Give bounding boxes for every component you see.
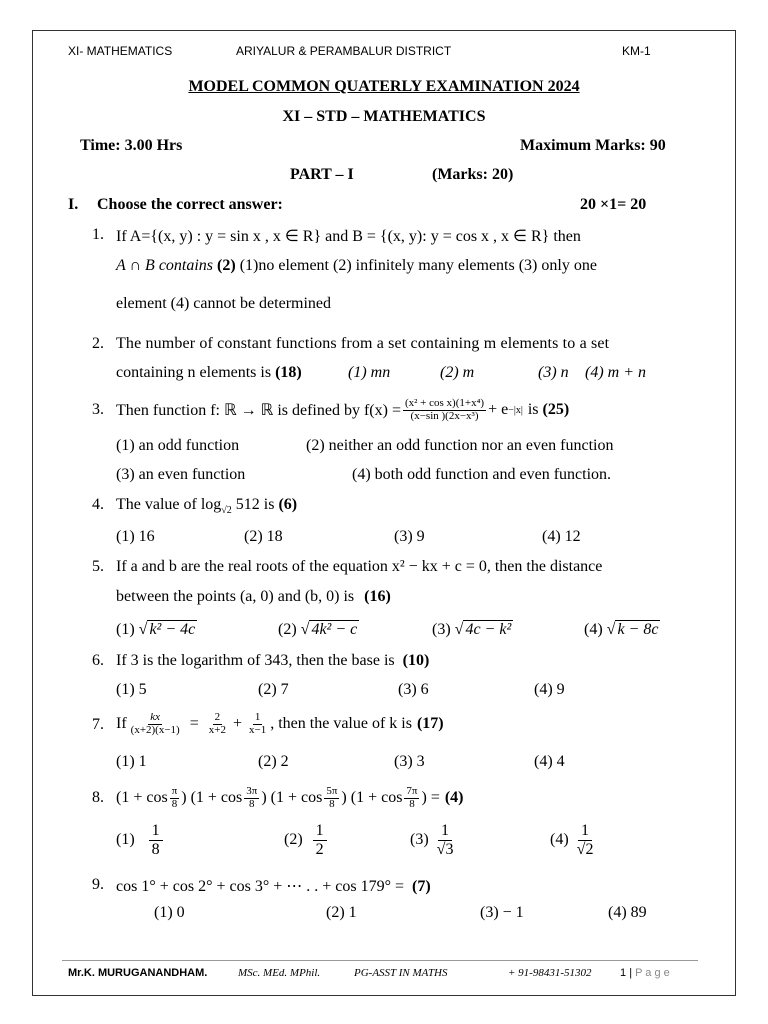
- q6-option-3: (3) 6: [398, 681, 429, 698]
- header-subject: XI- MATHEMATICS: [68, 44, 173, 58]
- q2-line2: [116, 364, 302, 382]
- q7-plus: +: [232, 715, 242, 732]
- q2-line1: The number of constant functions from a set containing m elements to a set: [116, 335, 610, 352]
- exam-title: MODEL COMMON QUATERLY EXAMINATION 2024: [188, 78, 580, 95]
- q5-opt1-label: (1): [116, 621, 135, 638]
- q8-opt3-frac: [437, 822, 454, 858]
- q3-option-4: (4) both odd function and even function.: [352, 466, 612, 483]
- q6-text: If 3 is the logarithm of 343, then the base is: [116, 652, 395, 669]
- q5-opt3-label: (3): [432, 621, 451, 638]
- footer-page-label: P a g e: [635, 967, 670, 979]
- q5-line2: [116, 588, 391, 606]
- q7-f2-num: 2: [214, 710, 221, 723]
- q8-f3-den: 8: [329, 797, 335, 810]
- footer-page-number: 1: [620, 967, 627, 979]
- q5-option-1: (1) √ k² − 4c: [116, 621, 196, 638]
- q4-lead: The value of log: [116, 496, 222, 513]
- q4-line1: [116, 496, 297, 516]
- q5-option-2: (2) √ 4k² − c: [278, 621, 358, 638]
- q8-f3-num: 5π: [326, 784, 338, 797]
- q8-f4-den: 8: [409, 797, 415, 810]
- q8-t3-pre: ) (1 + cos: [261, 789, 323, 806]
- header-district: ARIYALUR & PERAMBALUR DISTRICT: [236, 44, 452, 58]
- q7-option-1: (1) 1: [116, 753, 147, 770]
- q6-answer: (10): [402, 652, 430, 669]
- section-number: I.: [68, 196, 79, 213]
- q8-opt1-label: (1): [116, 831, 135, 849]
- q8-f2-num: 3π: [246, 784, 258, 797]
- q7-frac3: [247, 712, 268, 736]
- q7-frac1: [129, 712, 182, 736]
- q8-option-1: [116, 822, 163, 858]
- q7-option-2: (2) 2: [258, 753, 289, 770]
- q7-line1: [116, 708, 444, 740]
- q3-frac-num: (x² + cos x)(1+x⁴): [404, 396, 485, 409]
- q2-option-3: (3) n: [538, 364, 569, 381]
- q8-number: 8.: [92, 789, 104, 806]
- q7-frac2: [207, 712, 228, 736]
- q8-opt2-den: 2: [315, 840, 324, 858]
- q3-option-1: (1) an odd function: [116, 437, 240, 454]
- q8-opt3-den: √3: [436, 840, 454, 858]
- q9-option-4: (4) 89: [608, 904, 647, 921]
- q2-answer: (18): [275, 364, 302, 381]
- q8-option-3: [410, 822, 453, 858]
- q8-answer: (4): [444, 789, 464, 806]
- q3-line1: [116, 394, 569, 426]
- q7-number: 7.: [92, 716, 104, 733]
- q4-option-4: (4) 12: [542, 528, 581, 545]
- q8-opt2-num: 1: [313, 822, 327, 841]
- q8-opt1-den: 8: [151, 840, 160, 858]
- q8-option-4: [550, 822, 593, 858]
- q4-number: 4.: [92, 496, 104, 513]
- q8-opt4-frac: [577, 822, 594, 858]
- q7-option-4: (4) 4: [534, 753, 565, 770]
- q4-option-2: (2) 18: [244, 528, 283, 545]
- q9-line1: [116, 876, 431, 896]
- q9-text: cos 1° + cos 2° + cos 3° + ⋯ . . + cos 179° =: [116, 878, 405, 895]
- q8-frac1: [170, 786, 180, 810]
- q1-line1: If A={(x, y) : y = sin x , x ∈ R} and B = {(x, y): y = cos x , x ∈ R} then: [116, 228, 581, 245]
- q8-opt4-num: 1: [578, 822, 592, 841]
- q8-opt4-label: (4): [550, 831, 569, 849]
- q3-fraction: [403, 398, 486, 422]
- q8-opt1-num: 1: [149, 822, 163, 841]
- q8-t4-pre: ) (1 + cos: [341, 789, 403, 806]
- footer-post: PG-ASST IN MATHS: [354, 967, 448, 979]
- q1-answer: (2): [217, 257, 236, 274]
- q2-option-1: (1) mn: [348, 364, 391, 381]
- q3-is: is: [527, 401, 539, 418]
- q7-lead: If: [116, 715, 127, 732]
- q8-line1: [116, 782, 464, 814]
- q3-option-2: (2) neither an odd function nor an even function: [306, 437, 614, 454]
- q3-number: 3.: [92, 401, 104, 418]
- q3-frac-den: (x−sin )(2x−x³): [410, 409, 479, 422]
- q7-f1-den: (x+2)(x−1): [130, 723, 180, 736]
- q3-lead: Then function f: ℝ → ℝ is defined by f(x) =: [116, 402, 401, 419]
- q3-exp: −|x|: [508, 404, 523, 416]
- q2-option-4: (4) m + n: [585, 364, 647, 381]
- q1-number: 1.: [92, 226, 104, 243]
- q8-option-2: [284, 822, 327, 858]
- q9-option-3: (3) − 1: [480, 904, 524, 921]
- q1-line3: element (4) cannot be determined: [116, 295, 332, 312]
- header-code: KM-1: [622, 44, 651, 58]
- q8-close: ) =: [421, 789, 440, 806]
- section-title: Choose the correct answer:: [97, 196, 283, 213]
- q4-answer: (6): [278, 496, 298, 513]
- q8-f1-den: 8: [171, 797, 178, 810]
- q7-eq: =: [189, 715, 199, 732]
- q8-f1-num: π: [171, 784, 178, 797]
- q2-option-2: (2) m: [440, 364, 475, 381]
- q5-number: 5.: [92, 558, 104, 575]
- q5-opt3-radicand: 4c − k²: [465, 621, 512, 638]
- q5-answer: (16): [364, 588, 391, 605]
- q4-option-3: (3) 9: [394, 528, 425, 545]
- q2-text: containing n elements is: [116, 364, 272, 381]
- q9-option-2: (2) 1: [326, 904, 357, 921]
- q5-line1: If a and b are the real roots of the equation x² − kx + c = 0, then the distance: [116, 558, 603, 575]
- footer-phone: + 91-98431-51302: [508, 967, 592, 979]
- q4-arg: 512 is: [235, 496, 275, 513]
- q8-frac2: [244, 786, 259, 810]
- part-marks: (Marks: 20): [432, 166, 514, 183]
- q8-frac4: [404, 786, 419, 810]
- q7-f2-den: x+2: [208, 723, 226, 736]
- q8-opt2-frac: [313, 822, 327, 858]
- q7-f3-den: x−1: [249, 723, 267, 736]
- q9-answer: (7): [412, 878, 431, 895]
- q3-option-3: (3) an even function: [116, 466, 246, 483]
- part-label: PART – I: [290, 166, 354, 183]
- q5-option-3: (3) √ 4c − k²: [432, 621, 512, 638]
- q8-opt2-label: (2): [284, 831, 303, 849]
- q1-expr: A ∩ B contains: [116, 257, 214, 274]
- section-marks: 20 ×1= 20: [580, 196, 647, 213]
- q5-option-4: (4) √ k − 8c: [584, 621, 659, 638]
- q7-tail: , then the value of k is: [270, 715, 412, 732]
- q1-line2: [116, 257, 597, 275]
- q9-number: 9.: [92, 876, 104, 893]
- q6-line1: [116, 652, 429, 670]
- q5-opt4-label: (4): [584, 621, 603, 638]
- q8-opt1-frac: [149, 822, 163, 858]
- q4-base: √2: [221, 505, 232, 517]
- q2-number: 2.: [92, 335, 104, 352]
- q5-opt4-radicand: k − 8c: [617, 621, 659, 638]
- subject-title: XI – STD – MATHEMATICS: [282, 108, 486, 125]
- q8-f4-num: 7π: [406, 784, 418, 797]
- q7-f1-num: kx: [150, 710, 161, 723]
- q8-opt3-num: 1: [438, 822, 452, 841]
- q7-f3-num: 1: [254, 710, 261, 723]
- q7-answer: (17): [416, 715, 444, 732]
- q6-option-1: (1) 5: [116, 681, 147, 698]
- footer-page-sep: |: [629, 967, 633, 979]
- q8-opt3-label: (3): [410, 831, 429, 849]
- q5-opt1-radicand: k² − 4c: [149, 621, 196, 638]
- q8-frac3: [324, 786, 339, 810]
- q6-number: 6.: [92, 652, 104, 669]
- q5-opt2-label: (2): [278, 621, 297, 638]
- q4-option-1: (1) 16: [116, 528, 155, 545]
- q5-text: between the points (a, 0) and (b, 0) is: [116, 588, 355, 605]
- q3-answer: (25): [542, 401, 570, 418]
- q6-option-4: (4) 9: [534, 681, 565, 698]
- footer-degrees: MSc. MEd. MPhil.: [238, 967, 321, 979]
- exam-time: Time: 3.00 Hrs: [80, 137, 183, 154]
- q3-tail: + e: [488, 401, 509, 418]
- q5-opt2-radicand: 4k² − c: [311, 621, 358, 638]
- q9-option-1: (1) 0: [154, 904, 185, 921]
- max-marks: Maximum Marks: 90: [520, 137, 666, 154]
- q8-f2-den: 8: [249, 797, 255, 810]
- q1-options: (1)no element (2) infinitely many elements (3) only one: [239, 257, 597, 274]
- footer-author: Mr.K. MURUGANANDHAM.: [68, 967, 208, 979]
- footer-page: [620, 967, 670, 979]
- q8-opt4-den: √2: [576, 840, 594, 858]
- q8-t1-pre: (1 + cos: [116, 789, 168, 806]
- footer-rule: [62, 960, 698, 961]
- q7-option-3: (3) 3: [394, 753, 425, 770]
- q8-t2-pre: ) (1 + cos: [181, 789, 243, 806]
- q6-option-2: (2) 7: [258, 681, 289, 698]
